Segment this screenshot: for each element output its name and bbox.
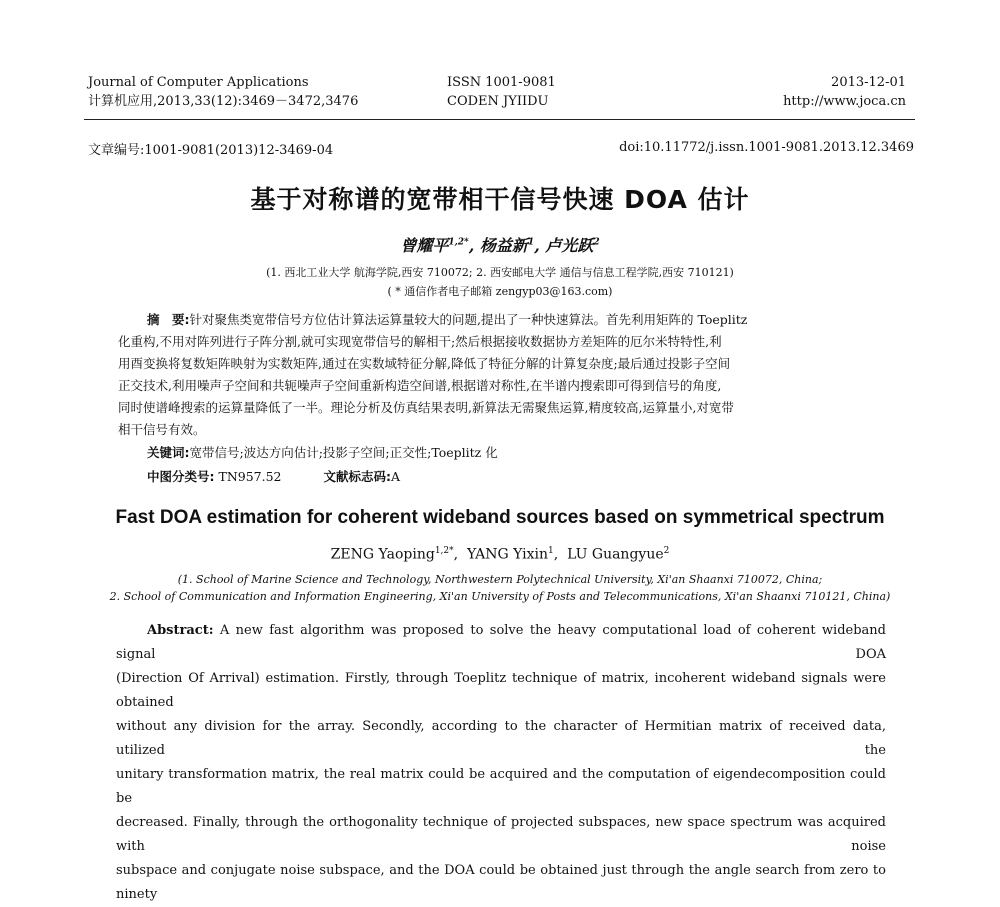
keywords-cn-text: 宽带信号;波达方向估计;投影子空间;正交性;Toeplitz 化 — [189, 445, 498, 460]
title-en: Fast DOA estimation for coherent wideband sources based on symmetrical spectrum — [115, 507, 885, 528]
abstract-en-line-4: unitary transformation matrix, the real matrix could be acquired and the computation of eigendecomposition could be — [116, 767, 886, 806]
author-1-en: ZENG Yaoping — [330, 546, 435, 563]
authors-en: ZENG Yaoping$^{1,2*}$, YANG Yixin$^1$, LU Guangyue$^2$ — [330, 546, 670, 563]
article-number: 文章编号:1001-9081(2013)12-3469-04 — [88, 143, 334, 158]
header-rule — [84, 119, 915, 120]
affiliation-en-line-1: (1. School of Marine Science and Technology, Northwestern Polytechnical University, Xi'an Shaanxi 710072, China; — [177, 573, 823, 586]
author-3-en: LU Guangyue — [567, 546, 664, 563]
title-cn: 基于对称谱的宽带相干信号快速 DOA 估计 — [250, 185, 750, 214]
journal-citation-cn: 计算机应用,2013,33(12):3469－3472,3476 — [88, 94, 359, 109]
abstract-cn-line-2: 化重构,不用对阵列进行子阵分割,就可实现宽带信号的解相干;然后根据接收数据协方差矩阵的厄尔米特特性,利 — [118, 334, 722, 349]
abstract-en-line-3: without any division for the array. Secondly, according to the character of Hermitian matrix of received data, utilized the — [116, 719, 886, 758]
abstract-cn-line-1: 摘 要:针对聚焦类宽带信号方位估计算法运算量较大的问题,提出了一种快速算法。首先利用矩阵的 Toeplitz — [147, 312, 748, 327]
keywords-cn-label: 关键词: — [147, 445, 190, 460]
author-1-en-sup: 1,2* — [434, 546, 454, 556]
abstract-cn-label: 摘 要: — [147, 312, 190, 327]
authors-cn: 曾耀平$^{1,2*}$, 杨益新$^1$, 卢光跃$^2$ — [400, 236, 600, 255]
author-3-en-sup: 2 — [663, 546, 670, 556]
abstract-en-line-1: Abstract: A new fast algorithm was proposed to solve the heavy computational load of coherent wideband signal DOA — [116, 623, 886, 662]
doi: doi:10.11772/j.issn.1001-9081.2013.12.3469 — [619, 140, 914, 155]
email-cn: ( * 通信作者电子邮箱 zengyp03@163.com) — [387, 285, 613, 298]
abstract-cn-line-6: 相干信号有效。 — [118, 422, 206, 437]
publish-date: 2013-12-01 — [831, 75, 906, 90]
keywords-cn — [147, 442, 498, 464]
classification-value: TN957.52 — [218, 469, 282, 484]
abstract-en-line-5: decreased. Finally, through the orthogonality technique of projected subspaces, new space spectrum was acquired with noise — [116, 815, 886, 854]
doc-code-value: A — [390, 469, 400, 484]
abstract-cn-line-4: 正交技术,利用噪声子空间和共轭噪声子空间重新构造空间谱,根据谱对称性,在半谱内搜索即可得到信号的角度, — [118, 378, 722, 393]
abstract-cn-line-3: 用酉变换将复数矩阵映射为实数矩阵,通过在实数域特征分解,降低了特征分解的计算复杂度;最后通过投影子空间 — [118, 356, 731, 371]
issn: ISSN 1001-9081 — [447, 75, 556, 90]
abstract-cn-line-5: 同时使谱峰搜索的运算量降低了一半。理论分析及仿真结果表明,新算法无需聚焦运算,精度较高,运算量小,对宽带 — [118, 400, 734, 415]
author-2-cn: 杨益新 — [479, 236, 528, 255]
abstract-en-line-6: subspace and conjugate noise subspace, and the DOA could be obtained just through the angle search from zero to ninety — [116, 863, 886, 902]
affiliation-en-line-2: 2. School of Communication and Information Engineering, Xi'an University of Posts and Telecommunications, Xi'an Shaanxi 710121, China) — [109, 590, 891, 603]
author-1-cn: 曾耀平 — [400, 236, 449, 255]
author-3-sup: 2 — [593, 237, 600, 248]
coden: CODEN JYIIDU — [447, 94, 549, 109]
abstract-en-line-2: (Direction Of Arrival) estimation. Firstly, through Toeplitz technique of matrix, incoherent wideband signals were obtained — [116, 671, 886, 710]
classification-label: 中图分类号: — [147, 469, 215, 484]
author-3-cn: 卢光跃 — [545, 236, 594, 255]
affiliation-cn: (1. 西北工业大学 航海学院,西安 710072; 2. 西安邮电大学 通信与信息工程学院,西安 710121) — [266, 266, 734, 279]
abstract-en — [116, 619, 886, 907]
classification-line — [147, 466, 400, 488]
journal-url: http://www.joca.cn — [783, 94, 906, 109]
abstract-en-label: Abstract: — [147, 623, 214, 638]
journal-name-en: Journal of Computer Applications — [88, 75, 309, 90]
doc-code-label: 文献标志码: — [323, 469, 391, 484]
author-2-en: YANG Yixin — [467, 546, 549, 563]
author-2-en-sup: 1 — [548, 546, 554, 556]
author-2-sup: 1 — [527, 237, 535, 248]
author-1-sup: 1,2* — [448, 237, 469, 248]
